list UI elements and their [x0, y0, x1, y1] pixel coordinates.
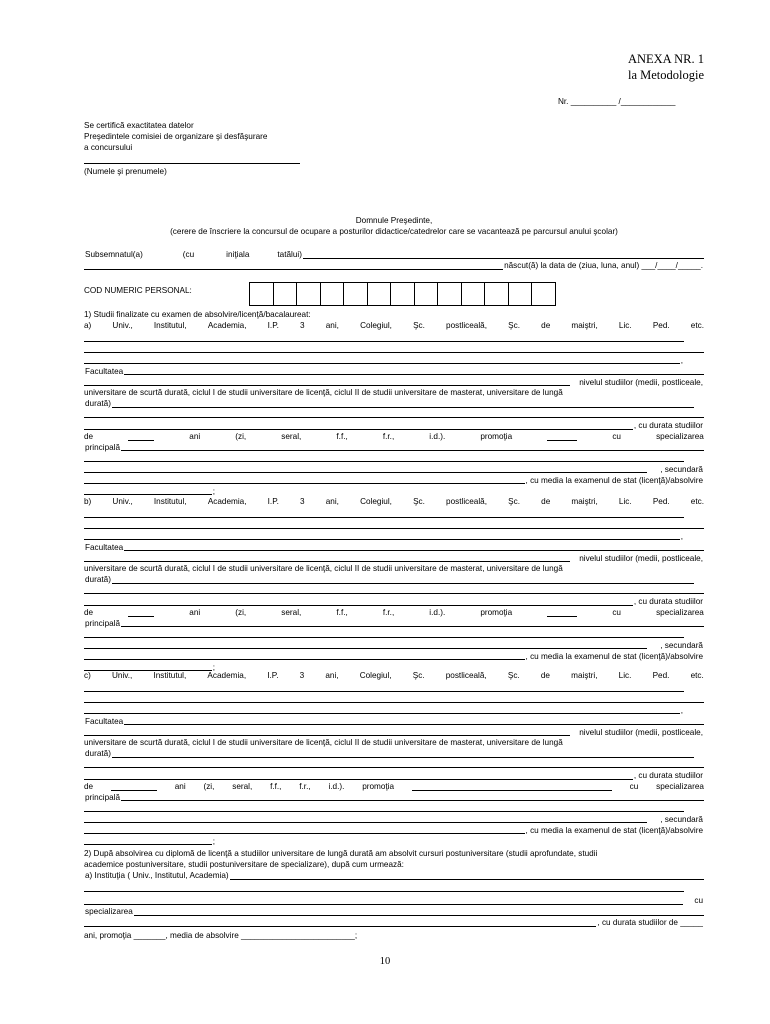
institution-type-option: postliceală, — [446, 321, 488, 330]
postgrad-intro-2: academice postuniversitare, studii postuniversitare de specializare), după cum urmează: — [84, 860, 404, 869]
institution-type-option: Ped. — [652, 321, 670, 330]
institution-line[interactable] — [84, 341, 684, 342]
faculty-field-2[interactable] — [84, 561, 570, 562]
promotion-field[interactable] — [547, 432, 577, 441]
postgrad-specialization-label: specializarea — [85, 907, 133, 916]
study-form-word: cu — [629, 782, 639, 791]
institution-type-option: Ped. — [652, 497, 670, 506]
study-level-row — [84, 378, 704, 389]
promotion-field[interactable] — [412, 782, 612, 791]
study-form-word: de — [84, 608, 94, 617]
institution-type-option: de — [541, 497, 551, 506]
study-level-row — [84, 728, 704, 739]
study-duration-row — [84, 421, 704, 432]
institution-type-option: Lic. — [618, 321, 632, 330]
durata-label: durată) — [85, 399, 111, 409]
exam-grade-end-row — [84, 837, 216, 848]
secondary-specialization-row — [84, 641, 704, 652]
institution-type-option: maiştri, — [571, 671, 598, 680]
main-specialization-field[interactable] — [121, 450, 704, 451]
study-form-word: (zi, — [203, 782, 215, 791]
annex-title: ANEXA NR. 1 — [627, 52, 704, 66]
cnp-digit-cell[interactable] — [274, 283, 298, 305]
postgrad-duration-label: , cu durata studiilor de _____ — [597, 918, 703, 927]
secondary-specialization-label: , secundară — [660, 640, 703, 650]
subsemnatul-label: Subsemnatul(a) — [85, 250, 143, 259]
faculty-row — [84, 543, 704, 554]
faculty-field[interactable] — [124, 374, 704, 375]
study-form-word: specializarea — [656, 608, 704, 617]
semicolon-mark: ; — [212, 486, 215, 496]
exam-grade-field[interactable] — [84, 483, 525, 484]
institution-line[interactable] — [84, 691, 684, 692]
institution-type-option: Univ., — [111, 671, 133, 680]
study-duration-row — [84, 771, 704, 782]
cnp-digit-cell[interactable] — [415, 283, 439, 305]
secondary-specialization-field[interactable] — [84, 648, 647, 649]
durata-field[interactable] — [112, 757, 694, 758]
comma-mark: , — [680, 705, 683, 715]
institution-type-option: de — [541, 321, 551, 330]
annex-subtitle: la Metodologie — [627, 68, 704, 82]
institution-type-option: ani, — [325, 497, 339, 506]
name-field[interactable] — [303, 258, 704, 259]
institution-line[interactable] — [84, 702, 704, 703]
certify-line-1: Se certifică exactitatea datelor — [84, 121, 194, 130]
main-specialization-label: principală — [85, 618, 121, 628]
certify-line-3: a concursului — [84, 143, 133, 152]
exam-grade-field-2[interactable] — [84, 494, 212, 495]
cnp-digit-cell[interactable] — [462, 283, 486, 305]
institution-types-row — [84, 671, 704, 682]
faculty-row — [84, 717, 704, 728]
institution-type-option: Academia, — [207, 497, 247, 506]
cu-label: (cu — [182, 250, 195, 259]
study-level-row — [84, 554, 704, 565]
study-form-word: ani — [189, 432, 201, 441]
study-duration-field[interactable] — [84, 605, 633, 606]
institution-type-option: I.P. — [267, 497, 279, 506]
years-field[interactable] — [128, 432, 154, 441]
study-duration-field[interactable] — [84, 779, 633, 780]
secondary-specialization-row — [84, 815, 704, 826]
exam-grade-row — [84, 826, 704, 837]
study-duration-row — [84, 597, 704, 608]
cnp-digit-cell[interactable] — [250, 283, 274, 305]
duration-row — [84, 749, 694, 760]
main-specialization-field[interactable] — [121, 800, 704, 801]
comma-mark: , — [680, 531, 683, 541]
durata-line[interactable] — [84, 417, 704, 418]
institution-type-option: ani, — [325, 321, 339, 330]
faculty-field-2[interactable] — [84, 385, 570, 386]
address-title: Domnule Preşedinte, — [355, 216, 433, 225]
postgrad-intro-1: 2) După absolvirea cu diplomă de licenţă a studiilor universitare de lungă durată am absolvit cursuri postuniversitare (studii aprofundate, studii — [84, 849, 598, 858]
institution-end-row — [84, 706, 684, 717]
birth-date-label: născut(ă) la data de (ziua, luna, anul) ___/____/_____. — [504, 261, 703, 270]
faculty-row — [84, 367, 704, 378]
specialization-line[interactable] — [84, 461, 684, 462]
study-form-row — [84, 782, 704, 793]
secondary-specialization-label: , secundară — [660, 464, 703, 474]
institution-type-option: 3 — [300, 497, 305, 506]
institution-type-option: Institutul, — [153, 671, 187, 680]
exam-grade-label: , cu media la examenul de stat (licenţă)/absolvire — [525, 651, 703, 661]
certify-line-2: Preşedintele comisiei de organizare şi desfăşurare — [84, 132, 268, 141]
postgrad-duration-row — [84, 918, 704, 929]
study-form-word: f.r., — [382, 608, 395, 617]
address-subtitle: (cerere de înscriere la concursul de ocupare a posturilor didactice/catedrelor care se vacantează pe parcursul anului şcolar) — [170, 227, 618, 236]
institution-type-option: etc. — [690, 321, 704, 330]
institution-field[interactable] — [84, 713, 680, 714]
institution-line[interactable] — [84, 352, 704, 353]
study-form-row — [84, 432, 704, 443]
study-form-word: promoţia — [480, 432, 513, 441]
study-level-label: nivelul studiilor (medii, postliceale, — [579, 727, 703, 737]
study-form-word: i.d.). — [429, 608, 446, 617]
institution-type-option: etc. — [690, 497, 704, 506]
page-number: 10 — [379, 956, 391, 967]
study-form-word: de — [84, 782, 94, 791]
block-letter: c) — [84, 671, 91, 680]
institution-type-option: Lic. — [618, 497, 632, 506]
exam-grade-field-2[interactable] — [84, 844, 212, 845]
exam-grade-end-row — [84, 487, 216, 498]
institution-type-option: postliceală, — [446, 497, 488, 506]
institution-type-option: Univ., — [112, 497, 133, 506]
faculty-label: Facultatea — [85, 366, 124, 376]
institution-type-option: Institutul, — [153, 497, 187, 506]
institution-types-row — [84, 321, 704, 332]
duration-row — [84, 575, 694, 586]
study-form-word: f.f., — [270, 782, 282, 791]
promotion-field[interactable] — [547, 608, 577, 617]
institution-end-row — [84, 356, 684, 367]
cnp-label: COD NUMERIC PERSONAL: — [84, 286, 192, 295]
exam-grade-field[interactable] — [84, 659, 525, 660]
cnp-digit-cell[interactable] — [321, 283, 345, 305]
study-duration-label: , cu durata studiilor — [633, 771, 703, 781]
study-form-word: (zi, — [235, 432, 247, 441]
postgrad-institution-label: a) Instituţia ( Univ., Institutul, Academia) — [85, 871, 229, 880]
study-form-word: f.r., — [299, 782, 311, 791]
main-specialization-field[interactable] — [121, 626, 704, 627]
semicolon-mark: ; — [212, 836, 215, 846]
study-level-options: universitare de scurtă durată, ciclul I de studii universitare de licenţă, ciclul II de studii universitare de masterat, universitare de lungă — [84, 564, 563, 574]
postgrad-last-line: ani, promoţia _______, media de absolvire _________________________; — [84, 931, 358, 940]
birth-row — [84, 261, 704, 272]
cnp-digit-cell[interactable] — [485, 283, 509, 305]
study-form-word: ani — [174, 782, 186, 791]
study-level-label: nivelul studiilor (medii, postliceale, — [579, 553, 703, 563]
durata-label: durată) — [85, 749, 111, 759]
institution-type-option: ani, — [325, 671, 339, 680]
registration-number: Nr. __________ /____________ — [558, 97, 676, 106]
faculty-field[interactable] — [124, 724, 704, 725]
study-form-word: i.d.). — [429, 432, 446, 441]
specialization-line[interactable] — [84, 811, 684, 812]
institution-type-option: Colegiul, — [359, 671, 392, 680]
exam-grade-row — [84, 476, 704, 487]
postgrad-specialization-row — [84, 907, 704, 918]
durata-field[interactable] — [112, 583, 694, 584]
institution-type-option: Academia, — [207, 671, 247, 680]
durata-line[interactable] — [84, 767, 704, 768]
institution-type-option: Şc. — [412, 671, 425, 680]
name-row — [84, 250, 704, 261]
study-level-options: universitare de scurtă durată, ciclul I de studii universitare de licenţă, ciclul II de studii universitare de masterat, universitare de lungă — [84, 388, 563, 398]
semicolon-mark: ; — [212, 662, 215, 672]
faculty-label: Facultatea — [85, 716, 124, 726]
duration-row — [84, 399, 694, 410]
postgrad-institution-row — [84, 871, 704, 882]
institution-field[interactable] — [84, 539, 680, 540]
study-form-word: specializarea — [656, 432, 704, 441]
cnp-digit-cell[interactable] — [509, 283, 533, 305]
cnp-digit-cell[interactable] — [391, 283, 415, 305]
faculty-field-2[interactable] — [84, 735, 570, 736]
study-form-word: de — [84, 432, 94, 441]
block-letter: b) — [84, 497, 92, 506]
study-form-word: f.r., — [382, 432, 395, 441]
study-level-label: nivelul studiilor (medii, postliceale, — [579, 377, 703, 387]
institution-type-option: Univ., — [112, 321, 133, 330]
durata-label: durată) — [85, 575, 111, 585]
exam-grade-field[interactable] — [84, 833, 525, 834]
president-name-caption: (Numele şi prenumele) — [84, 167, 167, 176]
study-form-word: specializarea — [656, 782, 704, 791]
specialization-line[interactable] — [84, 637, 684, 638]
studies-intro: 1) Studii finalizate cu examen de absolvire/licenţă/bacalaureat: — [84, 310, 311, 319]
postgrad-cu-row — [84, 896, 704, 907]
study-form-word: i.d.). — [328, 782, 345, 791]
study-form-word: f.f., — [336, 608, 348, 617]
institution-type-option: etc. — [690, 671, 704, 680]
postgrad-line[interactable] — [84, 891, 684, 892]
cnp-digit-cell[interactable] — [438, 283, 462, 305]
institution-type-option: Institutul, — [153, 321, 187, 330]
postgrad-cu-label: cu — [694, 896, 703, 905]
name-continued-field[interactable] — [84, 269, 503, 270]
study-form-row — [84, 608, 704, 619]
years-field[interactable] — [111, 782, 157, 791]
institution-type-option: postliceală, — [445, 671, 487, 680]
institution-type-option: Colegiul, — [360, 497, 392, 506]
cnp-grid[interactable] — [249, 282, 556, 306]
postgrad-institution-field[interactable] — [230, 879, 704, 880]
study-form-word: cu — [612, 432, 621, 441]
institution-end-row — [84, 532, 684, 543]
study-duration-label: , cu durata studiilor — [633, 421, 703, 431]
study-form-word: cu — [612, 608, 621, 617]
exam-grade-label: , cu media la examenul de stat (licenţă)/absolvire — [525, 825, 703, 835]
cnp-digit-cell[interactable] — [368, 283, 392, 305]
institution-type-option: Lic. — [618, 671, 632, 680]
institution-type-option: I.P. — [267, 671, 279, 680]
secondary-specialization-field[interactable] — [84, 472, 647, 473]
main-specialization-label: principală — [85, 442, 121, 452]
faculty-field[interactable] — [124, 550, 704, 551]
institution-type-option: 3 — [300, 321, 305, 330]
cnp-digit-cell[interactable] — [532, 283, 556, 305]
institution-types-row — [84, 497, 704, 508]
main-specialization-row — [84, 443, 704, 454]
institution-type-option: de — [540, 671, 550, 680]
institution-type-option: Şc. — [413, 497, 425, 506]
study-form-word: promoţia — [362, 782, 395, 791]
institution-type-option: Ped. — [652, 671, 670, 680]
tatalui-label: tatălui) — [277, 250, 302, 259]
secondary-specialization-label: , secundară — [660, 814, 703, 824]
study-form-word: (zi, — [235, 608, 247, 617]
study-level-options: universitare de scurtă durată, ciclul I de studii universitare de licenţă, ciclul II de studii universitare de masterat, universitare de lungă — [84, 738, 563, 748]
institution-type-option: Şc. — [508, 497, 520, 506]
study-duration-field[interactable] — [84, 429, 633, 430]
study-form-word: f.f., — [336, 432, 348, 441]
initiala-label: iniţiala — [226, 250, 250, 259]
durata-field[interactable] — [112, 407, 694, 408]
institution-type-option: Şc. — [508, 321, 520, 330]
study-form-word: seral, — [281, 432, 302, 441]
institution-type-option: Şc. — [413, 321, 425, 330]
study-form-word: seral, — [232, 782, 253, 791]
faculty-label: Facultatea — [85, 542, 124, 552]
study-form-word: promoţia — [480, 608, 513, 617]
president-name-field[interactable] — [84, 163, 300, 164]
secondary-specialization-row — [84, 465, 704, 476]
durata-line[interactable] — [84, 593, 704, 594]
study-duration-label: , cu durata studiilor — [633, 597, 703, 607]
main-specialization-row — [84, 619, 704, 630]
secondary-specialization-field[interactable] — [84, 822, 647, 823]
study-form-word: seral, — [281, 608, 302, 617]
institution-type-option: Academia, — [207, 321, 247, 330]
years-field[interactable] — [128, 608, 154, 617]
study-form-word: ani — [189, 608, 201, 617]
cnp-digit-cell[interactable] — [344, 283, 368, 305]
postgrad-specialization-field[interactable] — [134, 915, 704, 916]
main-specialization-label: principală — [85, 792, 121, 802]
institution-type-option: Şc. — [507, 671, 520, 680]
comma-mark: , — [680, 355, 683, 365]
postgrad-duration-field[interactable] — [84, 926, 596, 927]
institution-type-option: maiştri, — [571, 497, 598, 506]
institution-line[interactable] — [84, 517, 684, 518]
institution-line[interactable] — [84, 528, 704, 529]
institution-type-option: I.P. — [267, 321, 279, 330]
institution-type-option: Colegiul, — [360, 321, 392, 330]
postgrad-field-2[interactable] — [84, 904, 683, 905]
exam-grade-row — [84, 652, 704, 663]
block-letter: a) — [84, 321, 92, 330]
institution-type-option: 3 — [299, 671, 305, 680]
cnp-digit-cell[interactable] — [297, 283, 321, 305]
institution-type-option: maiştri, — [571, 321, 598, 330]
institution-field[interactable] — [84, 363, 680, 364]
exam-grade-label: , cu media la examenul de stat (licenţă)/absolvire — [525, 475, 703, 485]
main-specialization-row — [84, 793, 704, 804]
